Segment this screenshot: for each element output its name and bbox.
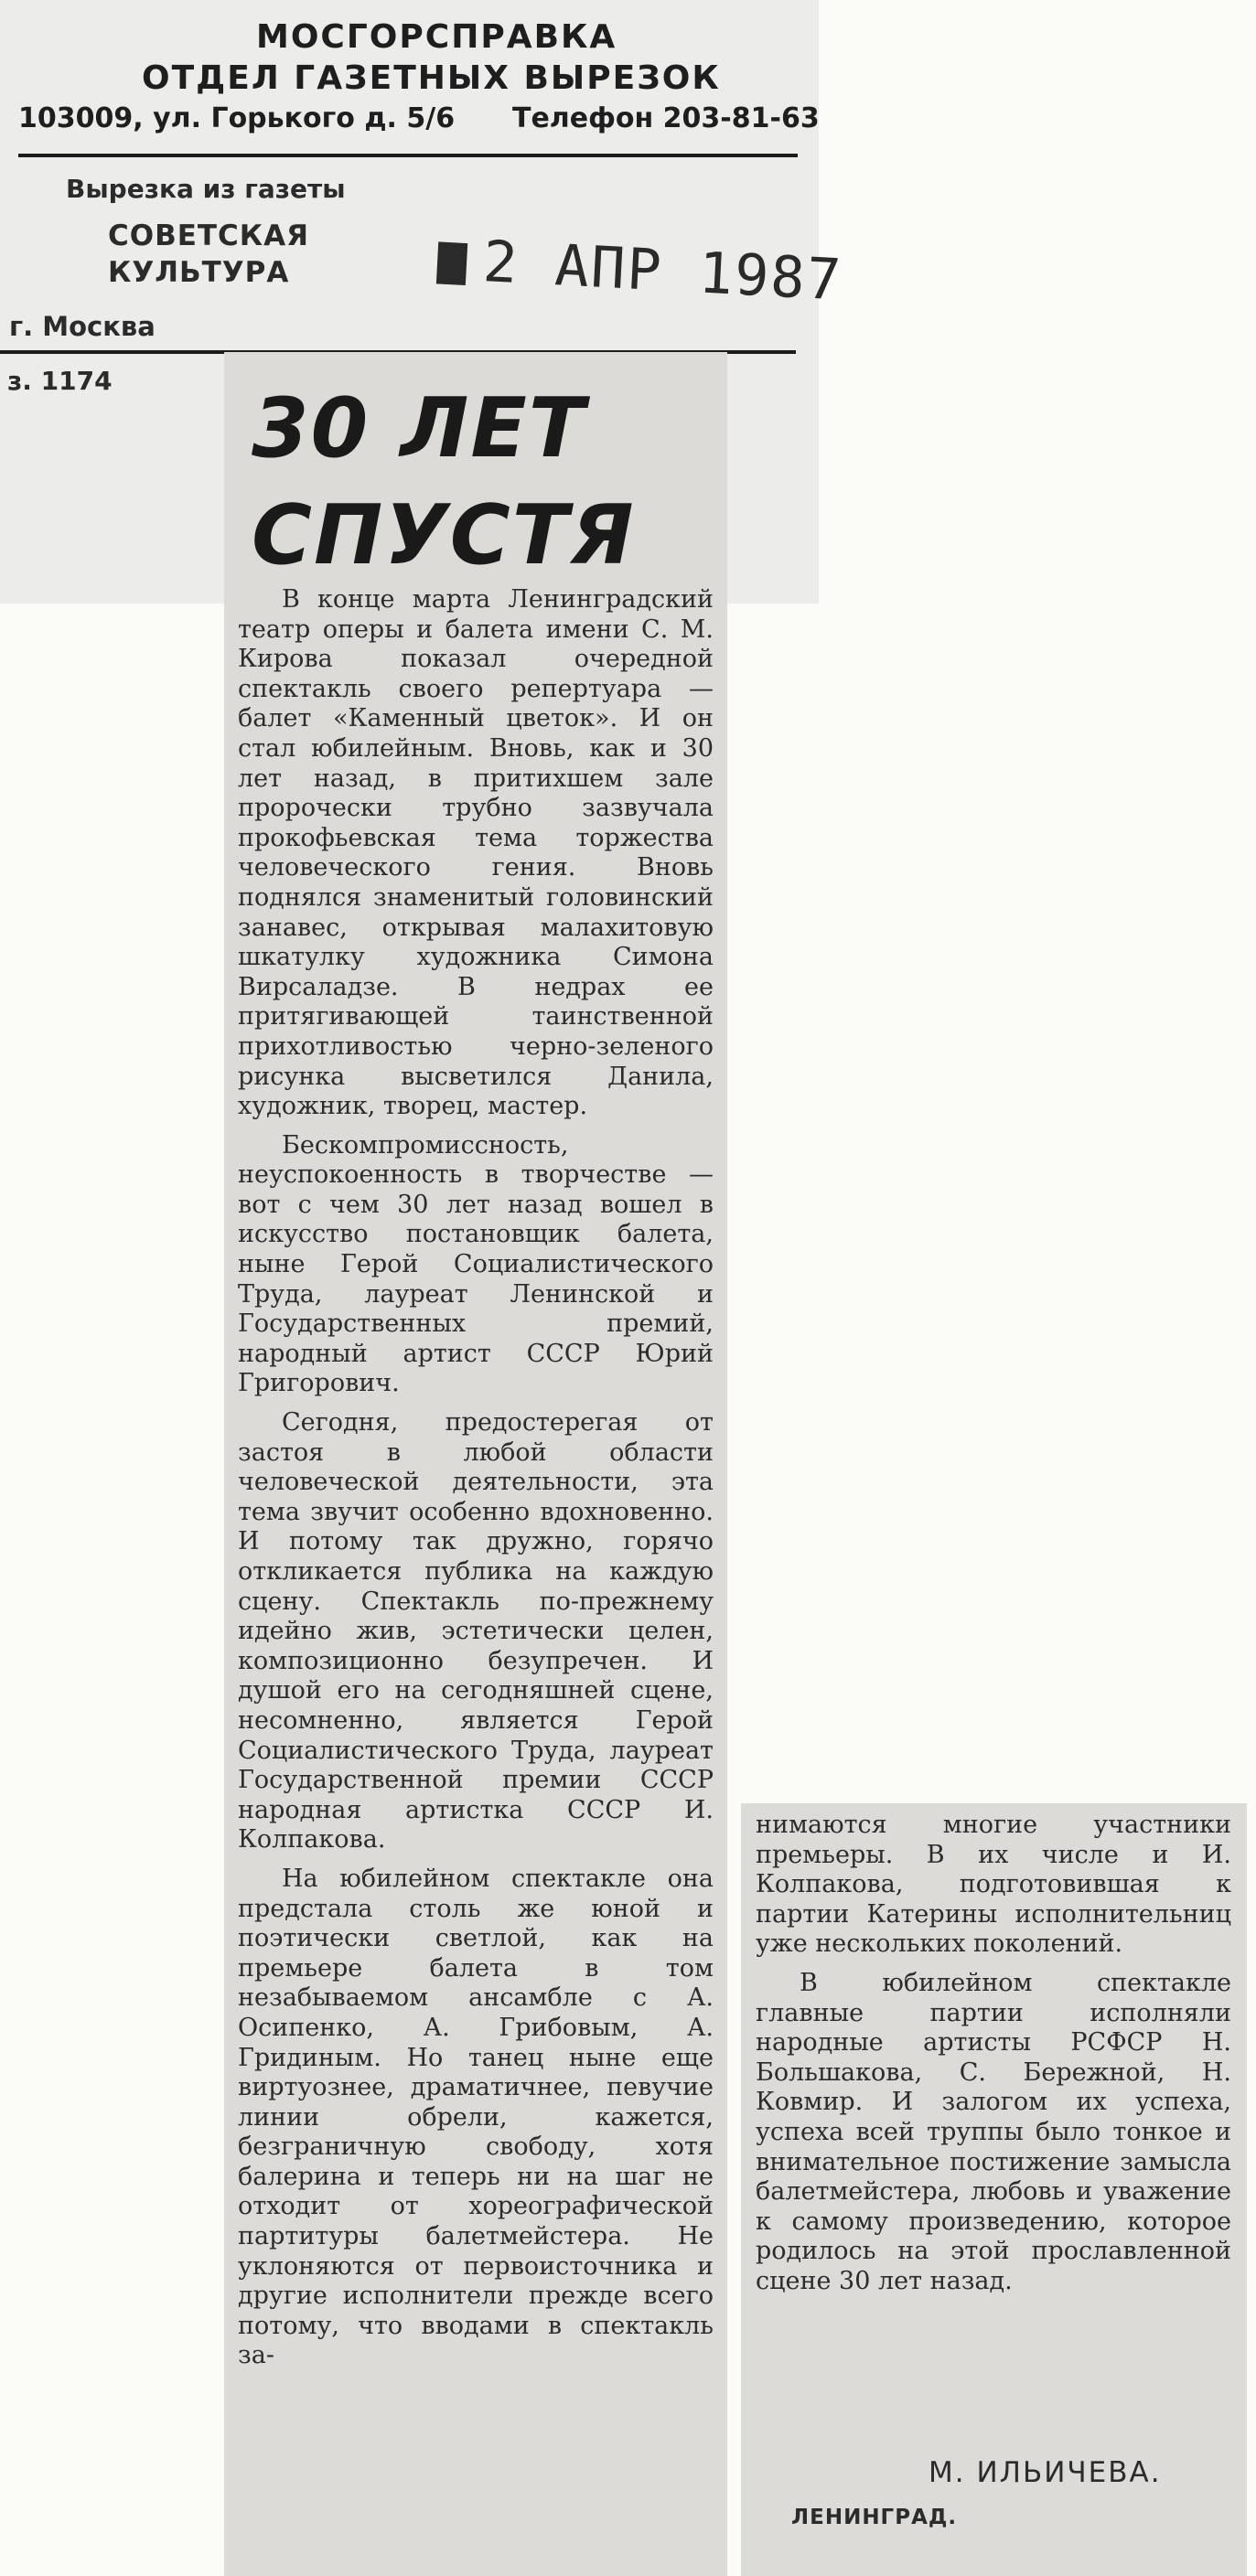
dateline-place: ЛЕНИНГРАД. — [791, 2506, 958, 2529]
paragraph: На юбилейном спектакле она предстала столь же юной и поэтически светлой, как на премьере балета в том незабываемом ансамбле с А. Осипенко, А. Грибовым, А. Гридиным. Но танец ныне еще виртуознее, драматичнее, певучие линии обрели, кажется, безграничную свободу, хотя балерина и теперь ни на шаг не отходит от хореографической партитуры балетмейстера. Не уклоняются от первоисточника и другие исполнители прежде всего потому, что вводами в спектакль за- — [238, 1864, 714, 2370]
article-title-line2: СПУСТЯ — [252, 487, 636, 583]
date-stamp-text: 2 АПР 1987 — [481, 228, 844, 314]
paragraph: В юбилейном спектакле главные партии исполняли народные артисты РСФСР Н. Большакова, С. Бережной, Н. Ковмир. И залогом их успеха, успеха всей труппы было тонкое и внимательное постижение замысла балетмейстера, любовь и уважение к самому произведению, которое родилось на этой прославленной сцене 30 лет назад. — [756, 1968, 1231, 2295]
agency-phone: Телефон 203-81-63 — [512, 102, 820, 134]
order-number: з. 1174 — [7, 366, 113, 396]
paragraph: Сегодня, предостерегая от застоя в любой области человеческой деятельности, эта тема звучит особенно вдохновенно. И потому так дружно, горячо откликается публика на каждую сцену. Спектакль по-прежнему идейно жив, эстетически целен, композиционно безупречен. И душой его на сегодняшней сцене, несомненно, является Герой Социалистического Труда, лауреат Государственной премии СССР народная артистка СССР И. Колпакова. — [238, 1408, 714, 1855]
article-body-2 — [756, 1811, 1231, 2306]
author-byline: М. ИЛЬИЧЕВА. — [929, 2456, 1162, 2489]
article-body-1 — [238, 585, 714, 2380]
article-title — [252, 375, 636, 589]
paragraph: В конце марта Ленинградский театр оперы и балета имени С. М. Кирова показал очередной спектакль своего репертуара — балет «Каменный цветок». И он стал юбилейным. Вновь, как и 30 лет назад, в притихшем зале пророчески трубно зазвучала прокофьевская тема торжества человеческого гения. Вновь поднялся знаменитый головинский занавес, открывая малахитовую шкатулку художника Симона Вирсаладзе. В недрах ее притягивающей таинственной прихотливостью черно-зеленого рисунка высветился Данила, художник, творец, мастер. — [238, 585, 714, 1121]
agency-name: МОСГОРСПРАВКА — [256, 18, 617, 56]
city-label: г. Москва — [9, 311, 156, 342]
divider-rule — [18, 154, 798, 157]
source-label: Вырезка из газеты — [66, 174, 346, 204]
article-column-1 — [224, 352, 727, 2576]
paragraph: Бескомпромиссность, неуспокоенность в творчестве — вот с чем 30 лет назад вошел в искусство постановщик балета, ныне Герой Социалистического Труда, лауреат Ленинской и Государственных премий, народный артист СССР Юрий Григорович. — [238, 1130, 714, 1398]
paragraph: нимаются многие участники премьеры. В их числе и И. Колпакова, подготовившая к партии Катерины исполнительниц уже нескольких поколений. — [756, 1811, 1231, 1959]
agency-address: 103009, ул. Горького д. 5/6 — [18, 102, 456, 134]
newspaper-name-line1: СОВЕТСКАЯ — [108, 219, 310, 252]
newspaper-name-line2: КУЛЬТУРА — [108, 256, 290, 289]
date-stamp — [435, 225, 843, 313]
article-column-2 — [741, 1803, 1247, 2576]
newspaper-name — [108, 218, 309, 291]
department-name: ОТДЕЛ ГАЗЕТНЫХ ВЫРЕЗОК — [142, 59, 721, 97]
agency-address-line — [18, 102, 820, 134]
stamp-mark-icon — [436, 241, 467, 285]
article-title-line1: 30 ЛЕТ — [252, 380, 587, 476]
